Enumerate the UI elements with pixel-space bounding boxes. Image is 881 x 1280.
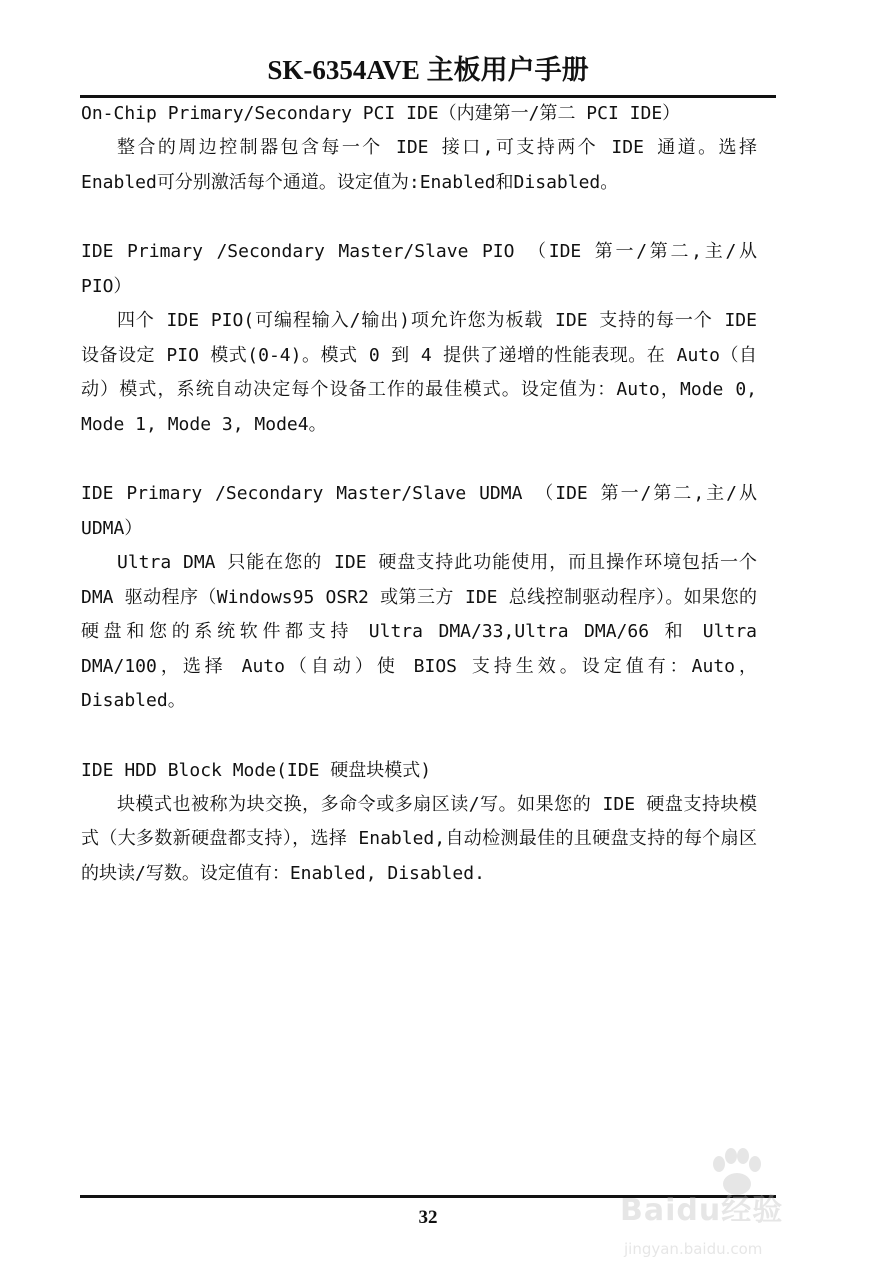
section-ide-udma <box>81 476 757 719</box>
section-body: 块模式也被称为块交换，多命令或多扇区读/写。如果您的 IDE 硬盘支持块模式（大多数新硬盘都支持），选择 Enabled,自动检测最佳的且硬盘支持的每个扇区的块读/写数。设定值有：Enabled, Disabled. <box>81 793 757 884</box>
section-title: IDE Primary /Secondary Master/Slave PIO （IDE 第一/第二,主/从 PIO） <box>81 241 757 297</box>
document-body <box>81 96 757 891</box>
section-title: IDE Primary /Secondary Master/Slave UDMA （IDE 第一/第二,主/从 UDMA） <box>81 483 757 539</box>
watermark-url: jingyan.baidu.com <box>624 1240 763 1258</box>
page-title: SK-6354AVE 主板用户手册 <box>267 55 589 85</box>
section-body: 整合的周边控制器包含每一个 IDE 接口,可支持两个 IDE 通道。选择Enabled可分别激活每个通道。设定值为:Enabled和Disabled。 <box>81 137 757 193</box>
section-title: IDE HDD Block Mode(IDE 硬盘块模式) <box>81 759 432 781</box>
watermark-brand-cn: 经验 <box>721 1193 784 1228</box>
section-body: 四个 IDE PIO(可编程输入/输出)项允许您为板载 IDE 支持的每一个 IDE 设备设定 PIO 模式(0-4)。模式 0 到 4 提供了递增的性能表现。在 Auto（自动）模式，系统自动决定每个设备工作的最佳模式。设定值为：Auto，Mode 0, Mode 1, Mode 3, Mode4。 <box>81 310 757 435</box>
page-number: 32 <box>418 1207 438 1228</box>
section-onchip-ide <box>81 96 757 200</box>
watermark-brand-latin: Baidu <box>620 1193 722 1228</box>
section-ide-pio <box>81 234 757 442</box>
section-hdd-block-mode <box>81 753 757 892</box>
watermark <box>620 1148 850 1268</box>
section-body: Ultra DMA 只能在您的 IDE 硬盘支持此功能使用，而且操作环境包括一个 DMA 驱动程序（Windows95 OSR2 或第三方 IDE 总线控制驱动程序）。如果您的硬盘和您的系统软件都支持 Ultra DMA/33,Ultra DMA/66 和 Ultra DMA/100，选择 Auto（自动）使 BIOS 支持生效。设定值有：Auto，Disabled。 <box>81 552 757 711</box>
section-title: On-Chip Primary/Secondary PCI IDE（内建第一/第二 PCI IDE） <box>81 103 681 124</box>
watermark-brand <box>620 1184 850 1230</box>
